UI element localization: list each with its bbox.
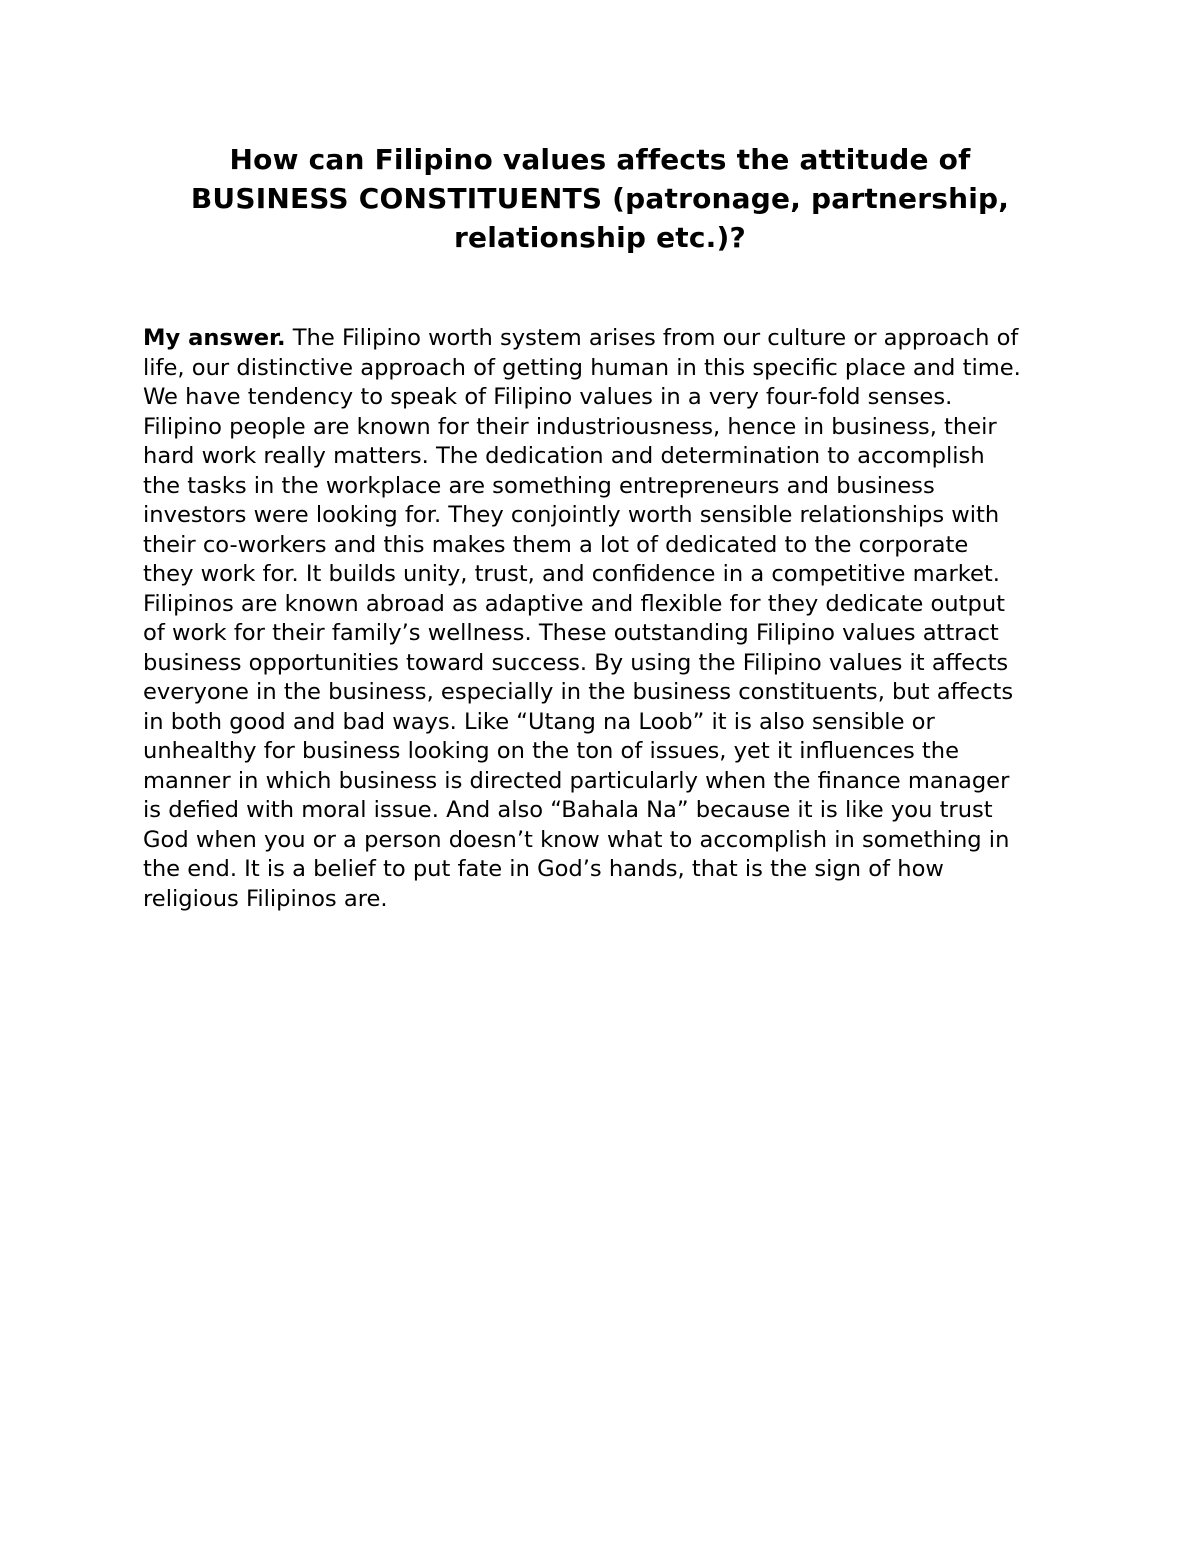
answer-paragraph — [143, 324, 1068, 914]
answer-line: God when you or a person doesn’t know what to accomplish in something in — [143, 826, 1010, 853]
answer-line: unhealthy for business looking on the ton of issues, yet it influences the — [143, 738, 960, 764]
answer-line: life, our distinctive approach of getting human in this specific place and time. — [143, 354, 1021, 381]
answer-line: their co-workers and this makes them a lot of dedicated to the corporate — [143, 531, 969, 558]
answer-line — [143, 324, 1068, 354]
answer-line: the end. It is a belief to put fate in God’s hands, that is the sign of how — [143, 856, 944, 882]
answer-text: The Filipino worth system arises from our culture or approach of — [285, 325, 1019, 351]
title-line: BUSINESS CONSTITUENTS (patronage, partnership, — [190, 182, 1010, 215]
title-line: How can Filipino values affects the attitude of — [229, 143, 971, 176]
answer-line: religious Filipinos are. — [143, 885, 388, 912]
title-line: relationship etc.)? — [454, 221, 746, 254]
answer-line: they work for. It builds unity, trust, and confidence in a competitive market. — [143, 561, 1000, 587]
answer-line: Filipino people are known for their industriousness, hence in business, their — [143, 413, 997, 440]
answer-line: everyone in the business, especially in the business constituents, but affects — [143, 679, 1014, 705]
answer-line: Filipinos are known abroad as adaptive and flexible for they dedicate output — [143, 590, 1006, 617]
answer-line: We have tendency to speak of Filipino values in a very four-fold senses. — [143, 384, 953, 410]
document-title — [120, 140, 1080, 257]
answer-line: of work for their family’s wellness. These outstanding Filipino values attract — [143, 620, 999, 646]
answer-line: manner in which business is directed particularly when the finance manager — [143, 767, 1010, 794]
answer-line: the tasks in the workplace are something entrepreneurs and business — [143, 472, 935, 499]
answer-line: business opportunities toward success. By using the Filipino values it affects — [143, 649, 1009, 676]
answer-line: investors were looking for. They conjointly worth sensible relationships with — [143, 502, 1000, 528]
answer-line: is defied with moral issue. And also “Bahala Na” because it is like you trust — [143, 797, 993, 823]
answer-line: hard work really matters. The dedication and determination to accomplish — [143, 443, 985, 469]
answer-line: in both good and bad ways. Like “Utang na Loob” it is also sensible or — [143, 708, 935, 735]
answer-label: My answer. — [143, 325, 286, 351]
